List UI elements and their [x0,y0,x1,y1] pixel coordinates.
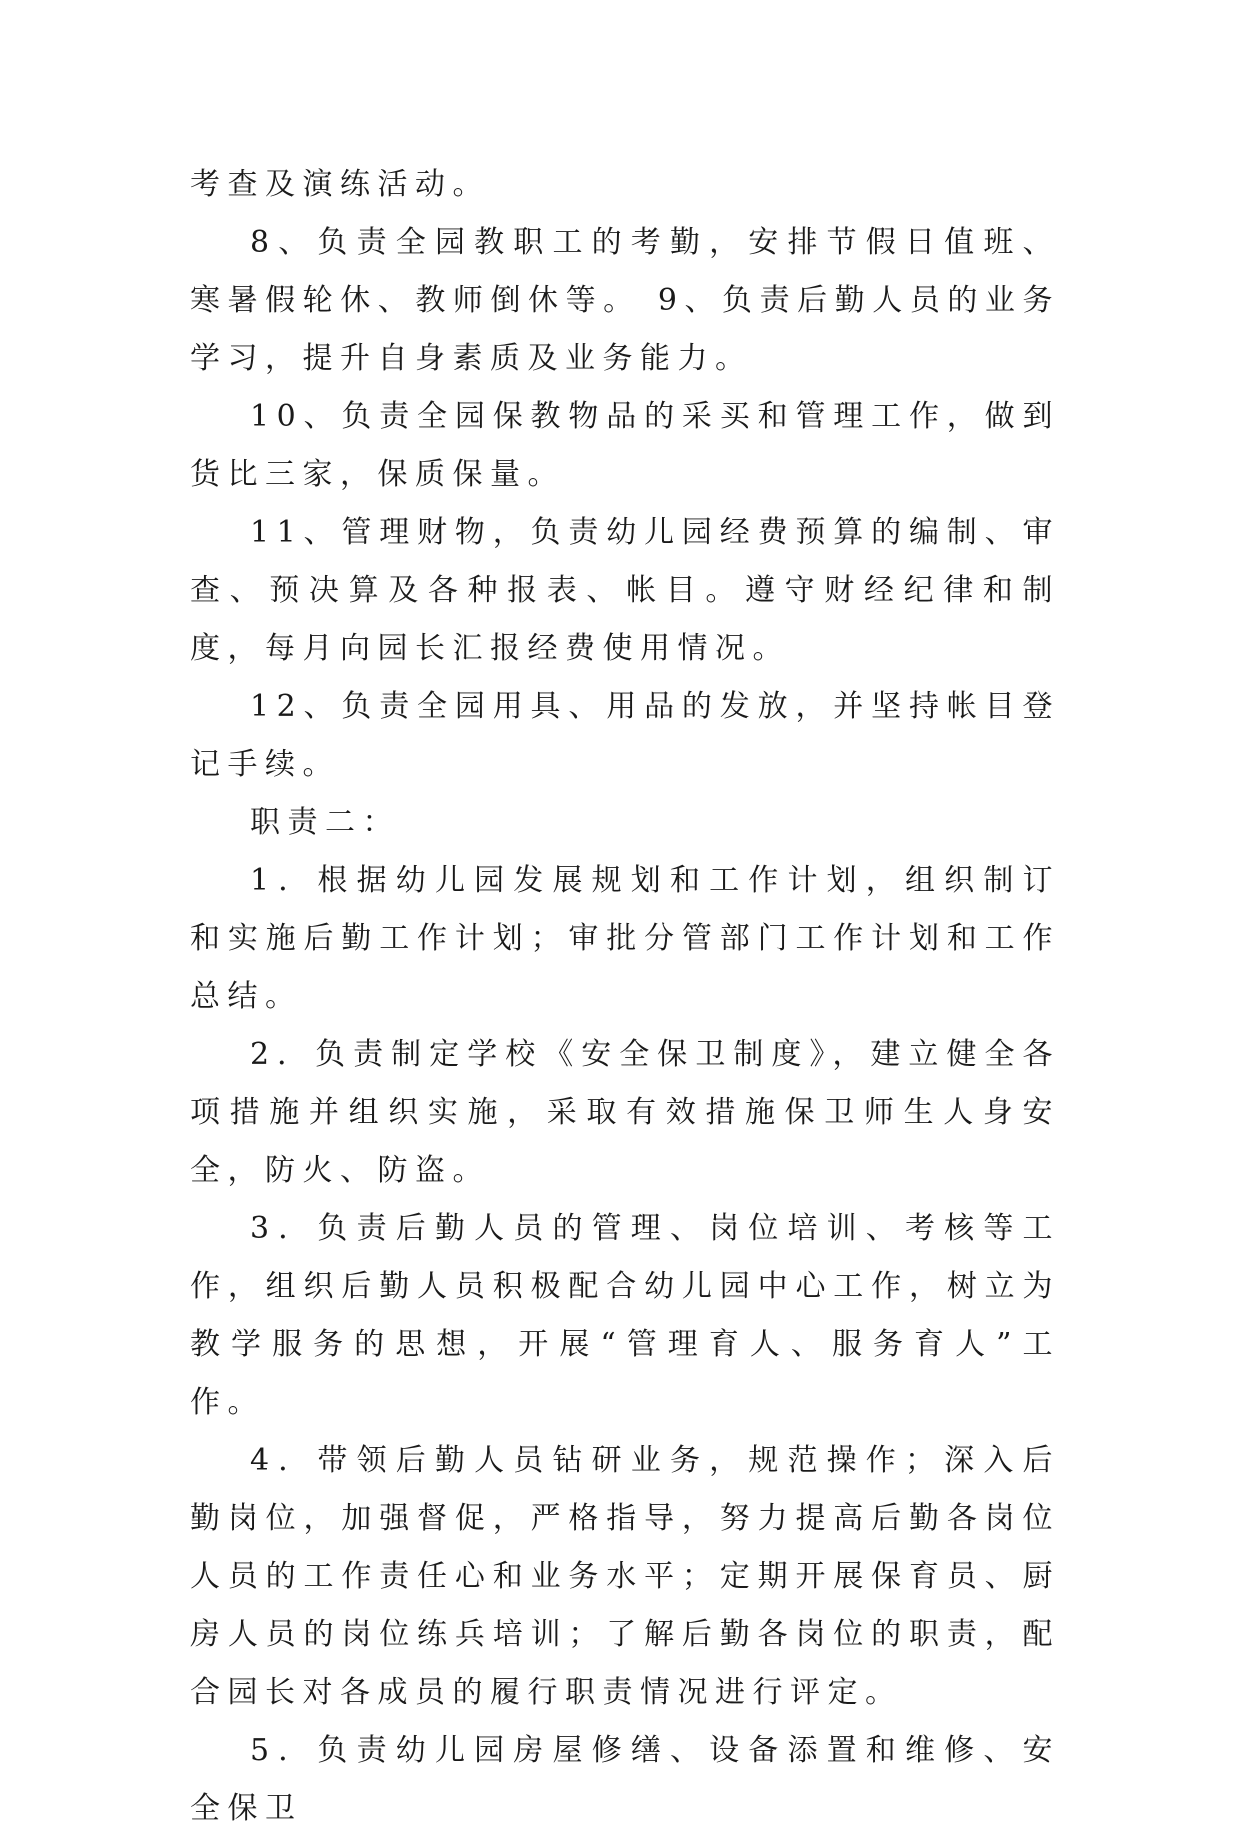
paragraph-9: 3．负责后勤人员的管理、岗位培训、考核等工作，组织后勤人员积极配合幼儿园中心工作，树立为教学服务的思想，开展“管理育人、服务育人”工作。 [190,1211,1060,1420]
paragraph-2: 8、负责全园教职工的考勤，安排节假日值班、寒暑假轮休、教师倒休等。 9、负责后勤人员的业务学习，提升自身素质及业务能力。 [190,225,1060,376]
paragraph-1: 考查及演练活动。 [190,167,490,202]
paragraph-3: 10、负责全园保教物品的采买和管理工作，做到货比三家，保质保量。 [190,399,1060,492]
paragraph-4: 11、管理财物，负责幼儿园经费预算的编制、审查、预决算及各种报表、帐目。遵守财经纪律和制度，每月向园长汇报经费使用情况。 [190,515,1060,666]
paragraph-7: 1．根据幼儿园发展规划和工作计划，组织制订和实施后勤工作计划；审批分管部门工作计划和工作总结。 [190,863,1060,1014]
paragraph-10: 4．带领后勤人员钻研业务，规范操作；深入后勤岗位，加强督促，严格指导，努力提高后勤各岗位人员的工作责任心和业务水平；定期开展保育员、厨房人员的岗位练兵培训；了解后勤各岗位的职责，配合园长对各成员的履行职责情况进行评定。 [190,1443,1060,1710]
paragraph-8: 2．负责制定学校《安全保卫制度》，建立健全各项措施并组织实施，采取有效措施保卫师生人身安全，防火、防盗。 [190,1037,1060,1188]
document-body [190,156,1060,1838]
paragraph-11: 5．负责幼儿园房屋修缮、设备添置和维修、安全保卫 [190,1733,1060,1826]
section-heading: 职责二： [250,805,400,840]
paragraph-5: 12、负责全园用具、用品的发放，并坚持帐目登记手续。 [190,689,1060,782]
